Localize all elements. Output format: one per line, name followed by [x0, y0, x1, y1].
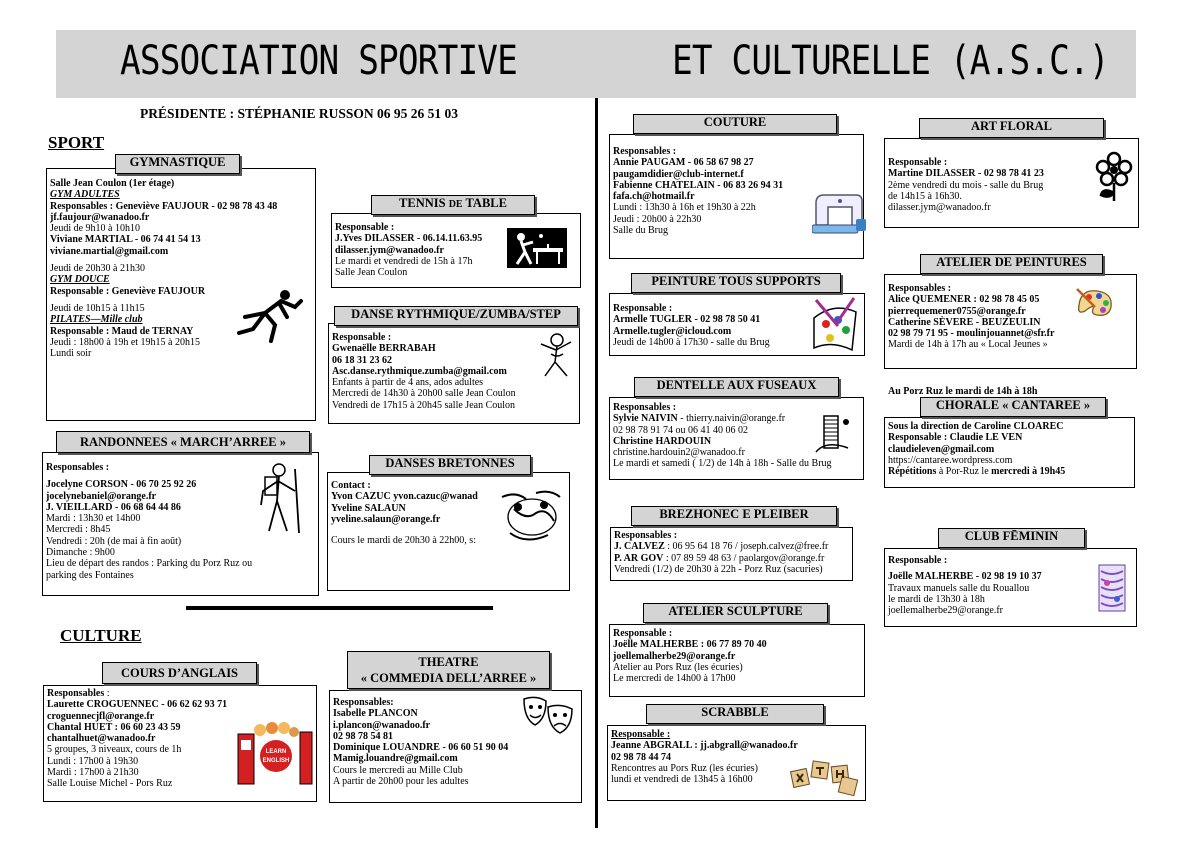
- dentelle-line: Le mardi et samedi ( 1/2) de 14h à 18h - Salle du Brug: [613, 458, 832, 470]
- gym-line: GYM DOUCE: [50, 274, 110, 286]
- feminin-line: le mardi de 13h30 à 18h: [888, 593, 985, 605]
- gym-line: Jeudi : 18h00 à 19h et 19h15 à 20h15: [50, 336, 200, 348]
- couture-line: Jeudi : 20h00 à 22h30: [613, 213, 702, 225]
- rando-line: Lieu de départ des randos : Parking du Porz Ruz ou: [46, 558, 253, 570]
- gym-label: GYMNASTIQUE: [115, 154, 240, 174]
- danse-line: Responsable :: [332, 332, 392, 343]
- floral-line: dilasser.jym@wanadoo.fr: [888, 202, 991, 214]
- craft-icon: [1097, 563, 1127, 613]
- dentelle-line: christine.hardouin2@wanadoo.fr: [613, 447, 745, 459]
- rando-line: Dimanche : 9h00: [46, 547, 115, 559]
- theatre-line: A partir de 20h00 pour les adultes: [333, 776, 469, 788]
- gym-line: GYM ADULTES: [50, 189, 120, 201]
- floral-line: de 14h15 à 16h30.: [888, 190, 962, 202]
- feminin-label: CLUB FĒMININ: [938, 528, 1085, 548]
- dentelle-line: 02 98 78 91 74 ou 06 41 40 06 02: [613, 424, 748, 436]
- couture-line: paugamdidier@club-internet.f: [613, 168, 744, 180]
- feminin-line: Joëlle MALHERBE - 02 98 19 10 37: [888, 571, 1042, 583]
- title-left: ASSOCIATION SPORTIVE: [120, 38, 518, 84]
- gym-box: [46, 168, 316, 421]
- center-divider: [595, 98, 598, 828]
- gym-line: Salle Jean Coulon (1er étage): [50, 178, 175, 189]
- tennis-line: J.Yves DILASSER - 06.14.11.63.95: [335, 233, 483, 245]
- peinture-line: Responsable :: [613, 303, 673, 314]
- bretonnes-line: Yvon CAZUC yvon.cazuc@wanad: [331, 491, 478, 503]
- anglais-line: chantalhuet@wanadoo.fr: [47, 733, 156, 745]
- theatre-line: Isabelle PLANCON: [333, 708, 418, 720]
- atelier-peintures-label: ATELIER DE PEINTURES: [920, 254, 1103, 274]
- sculpture-line: Atelier au Pors Ruz (les écuries): [613, 661, 743, 673]
- header-banner: [56, 30, 1136, 98]
- feminin-line: Responsable :: [888, 555, 948, 566]
- anglais-line: Laurette CROGUENNEC - 06 62 62 93 71: [47, 699, 228, 711]
- danse-line: Enfants à partir de 4 ans, ados adultes: [332, 377, 484, 389]
- danse-line: Vendredi de 17h15 à 20h45 salle Jean Coulon: [332, 399, 516, 411]
- atelier-peintures-line: Alice QUEMENER : 02 98 78 45 05: [888, 294, 1040, 306]
- brezhonec-line: P. AR GOV: [614, 552, 664, 564]
- gym-line: jf.faujour@wanadoo.fr: [50, 211, 150, 223]
- gym-line: viviane.martial@gmail.com: [50, 245, 169, 257]
- dentelle-line: Sylvie NAIVIN: [613, 413, 678, 425]
- scrabble-line: Responsable :: [611, 729, 671, 740]
- anglais-line: Responsables: [47, 688, 105, 699]
- president-line: PRÉSIDENTE : STÉPHANIE RUSSON 06 95 26 51 03: [140, 106, 459, 121]
- dentelle-line: Responsables :: [613, 402, 677, 413]
- theatre-line: Cours le mercredi au Mille Club: [333, 764, 463, 776]
- rando-line: Mercredi : 8h45: [46, 524, 111, 536]
- bretonnes-line: Cours le mardi de 20h30 à 22h00, s:: [331, 535, 476, 547]
- rando-label: RANDONNEES « MARCH’ARREE »: [56, 431, 310, 453]
- tennis-line: dilasser.jym@wanadoo.fr: [335, 244, 444, 256]
- section-divider: [186, 606, 493, 610]
- theatre-line: Mamig.louandre@gmail.com: [333, 753, 458, 765]
- floral-line: Martine DILASSER - 02 98 78 41 23: [888, 168, 1044, 180]
- tennis-line: Responsable :: [335, 222, 395, 233]
- peinture-label: PEINTURE TOUS SUPPORTS: [631, 273, 841, 293]
- dancer-icon: [537, 332, 575, 380]
- brezhonec-label: BREZHONEC E PLEIBER: [631, 506, 837, 526]
- couture-line: fafa.ch@hotmail.fr: [613, 191, 695, 203]
- floral-line: Responsable :: [888, 157, 948, 168]
- brezhonec-box: Responsables : J. CALVEZ : 06 95 64 18 76 / joseph.calvez@free.fr P. AR GOV : 07 89 59 48 63 / paolargov@orange.fr Vendredi (1/2) de 20h30 à 22h - Porz Ruz (sacuries): [610, 527, 853, 581]
- peinture-line: Armelle.tugler@icloud.com: [613, 325, 732, 337]
- couture-line: Responsables :: [613, 146, 677, 157]
- atelier-peintures-line: Catherine SÈVERE - BEUZEULIN: [888, 316, 1041, 328]
- bretonnes-label: DANSES BRETONNES: [369, 455, 531, 475]
- tennis-label: TENNIS DE TABLE: [371, 195, 535, 215]
- dentelle-line: Christine HARDOUIN: [613, 435, 712, 447]
- icon-text-english: ENGLISH: [262, 758, 290, 764]
- theatre-label-line1: THEATRE: [418, 655, 479, 669]
- peinture-line: Armelle TUGLER - 02 98 78 50 41: [613, 314, 761, 326]
- gym-line: PILATES—Mille club: [50, 314, 143, 326]
- dentelle-box: Responsables : Sylvie NAIVIN - thierry.naivin@orange.fr 02 98 78 91 74 ou 06 41 40 06 02 Christine HARDOUIN christine.hardouin2@wanadoo.fr Le mardi et samedi ( 1/2) de 14h à 18h - Salle du Brug: [609, 397, 864, 480]
- theatre-label: [347, 651, 550, 689]
- gym-line: Jeudi de 20h30 à 21h30: [50, 263, 145, 275]
- theatre-line: Dominique LOUANDRE - 06 60 51 90 04: [333, 742, 509, 754]
- anglais-line: croguennecjfl@orange.fr: [47, 710, 155, 722]
- sculpture-box: [609, 624, 865, 697]
- gym-line: Jeudi de 9h10 à 10h10: [50, 223, 140, 235]
- anglais-line: Lundi : 17h00 à 19h30: [47, 755, 139, 767]
- table-tennis-icon: [507, 228, 567, 268]
- chorale-line: https://cantaree.wordpress.com: [888, 454, 1013, 466]
- chorale-line: Responsable : Claudie LE VEN: [888, 432, 1023, 444]
- section-sport: SPORT: [48, 133, 105, 152]
- couture-line: Annie PAUGAM - 06 58 67 98 27: [613, 157, 754, 169]
- rando-line: Jocelyne CORSON - 06 70 25 92 26: [46, 479, 197, 491]
- floral-label: ART FLORAL: [919, 118, 1104, 138]
- feminin-line: Travaux manuels salle du Rouallou: [888, 582, 1030, 594]
- scrabble-line: Rencontres au Pors Ruz (les écuries): [611, 762, 758, 774]
- danse-box: [328, 323, 580, 424]
- danse-line: Mercredi de 14h30 à 20h00 salle Jean Coulon: [332, 388, 516, 400]
- anglais-label: COURS D’ANGLAIS: [102, 662, 257, 684]
- scrabble-line: 02 98 78 44 74: [611, 751, 671, 763]
- atelier-peintures-line: Responsables :: [888, 283, 952, 294]
- anglais-line: 5 groupes, 3 niveaux, cours de 1h: [47, 744, 182, 756]
- hiker-icon: [255, 461, 313, 535]
- tennis-box: [331, 213, 581, 288]
- floral-line: 2ème vendredi du mois - salle du Brug: [888, 179, 1044, 191]
- atelier-peintures-line: Mardi de 14h à 17h au « Local Jeunes »: [888, 339, 1048, 351]
- bretonnes-line: Yveline SALAUN: [331, 502, 406, 514]
- scrabble-tiles-icon: [790, 760, 860, 798]
- feminin-box: [884, 548, 1137, 627]
- anglais-box: Responsables : Laurette CROGUENNEC - 06 62 62 93 71 croguennecjfl@orange.fr Chantal HUET : 06 60 23 43 59 chantalhuet@wanadoo.fr 5 groupes, 3 niveaux, cours de 1h Lundi : 17h00 à 19h30 Mardi : 17h00 à 21h30 Salle Louise Michel - Pors Ruz LEARN ENGLISH: [43, 685, 317, 802]
- gym-line: Responsable : Maud de TERNAY: [50, 325, 194, 337]
- theatre-line: 02 98 78 54 81: [333, 730, 393, 742]
- brezhonec-line: Vendredi (1/2) de 20h30 à 22h - Porz Ruz (sacuries): [614, 563, 823, 575]
- chorale-line: Répétitions: [888, 466, 937, 478]
- danse-line: Asc.danse.rythmique.zumba@gmail.com: [332, 365, 507, 377]
- couture-line: Fabienne CHATELAIN - 06 83 26 94 31: [613, 179, 784, 191]
- lace-bobbin-icon: [812, 412, 852, 456]
- anglais-line: Salle Louise Michel - Pors Ruz: [47, 778, 173, 790]
- section-culture: CULTURE: [60, 626, 142, 645]
- title-right: ET CULTURELLE (A.S.C.): [672, 38, 1109, 84]
- danse-line: Gwenaëlle BERRABAH: [332, 343, 436, 355]
- anglais-line: Chantal HUET : 06 60 23 43 59: [47, 721, 181, 733]
- phone-booth-icon: [236, 720, 314, 786]
- feminin-line: joellemalherbe29@orange.fr: [888, 605, 1003, 617]
- palette-icon: [1075, 287, 1115, 321]
- chorale-line: claudieleven@gmail.com: [888, 443, 995, 455]
- scrabble-label: SCRABBLE: [646, 704, 824, 724]
- rando-line: jocelynebaniel@orange.fr: [46, 490, 157, 502]
- theatre-masks-icon: [522, 695, 574, 737]
- chorale-label: CHORALE « CANTAREE »: [920, 397, 1106, 417]
- tennis-line: Le mardi et vendredi de 15h à 17h: [335, 255, 473, 267]
- peinture-line: Jeudi de 14h00 à 17h30 - salle du Brug: [613, 336, 770, 348]
- breton-dancers-icon: [496, 487, 566, 547]
- brezhonec-line: J. CALVEZ: [614, 541, 665, 553]
- sculpture-line: Joëlle MALHERBE : 06 77 89 70 40: [613, 639, 767, 651]
- couture-box: [609, 134, 864, 259]
- rando-line: Vendredi : 20h (de mai à fin août): [46, 535, 182, 547]
- sculpture-line: Responsable :: [613, 628, 673, 639]
- atelier-peintures-line: pierrequemener0755@orange.fr: [888, 305, 1026, 317]
- bretonnes-line: yveline.salaun@orange.fr: [331, 513, 441, 525]
- sculpture-line: Le mercredi de 14h00 à 17h00: [613, 673, 736, 685]
- scrabble-box: [607, 725, 866, 801]
- rando-line: Mardi : 13h30 et 14h00: [46, 513, 141, 525]
- theatre-box: [329, 690, 582, 803]
- brezhonec-line: Responsables :: [614, 530, 678, 541]
- sculpture-line: joellemalherbe29@orange.fr: [613, 650, 736, 662]
- rando-line: J. VIEILLARD - 06 68 64 44 86: [46, 501, 181, 513]
- sewing-machine-icon: [812, 189, 868, 235]
- atelier-peintures-line: 02 98 79 71 95 - moulinjouannet@sfr.fr: [888, 328, 1055, 340]
- chorale-box: Sous la direction de Caroline CLOAREC Responsable : Claudie LE VEN claudieleven@gmail.com https://cantaree.wordpress.com Répétitions à Por-Ruz le mercredi à 19h45: [884, 417, 1135, 488]
- atelier-peintures-box: [884, 274, 1137, 369]
- danse-label: DANSE RYTHMIQUE/ZUMBA/STEP: [334, 306, 578, 326]
- chorale-line: Sous la direction de Caroline CLOAREC: [888, 421, 1064, 432]
- anglais-line: Mardi : 17h00 à 21h30: [47, 767, 139, 779]
- tennis-line: Salle Jean Coulon: [335, 267, 408, 279]
- icon-text-learn: LEARN: [265, 749, 287, 755]
- gym-line: Jeudi de 10h15 à 11h15: [50, 302, 145, 314]
- rando-box: [42, 452, 319, 596]
- dentelle-label: DENTELLE AUX FUSEAUX: [634, 377, 839, 397]
- gym-line: Responsables : Geneviève FAUJOUR - 02 98 78 43 48: [50, 200, 278, 212]
- scrabble-line: Jeanne ABGRALL : jj.abgrall@wanadoo.fr: [611, 740, 798, 752]
- sculpture-label: ATELIER SCULPTURE: [643, 603, 828, 623]
- gym-line: Responsable : Geneviève FAUJOUR: [50, 285, 206, 297]
- danse-line: 06 18 31 23 62: [332, 354, 392, 366]
- bretonnes-line: Contact :: [331, 480, 371, 491]
- theatre-line: Responsables:: [333, 697, 394, 708]
- scrabble-line: lundi et vendredi de 13h45 à 16h00: [611, 774, 753, 786]
- gym-line: Viviane MARTIAL - 06 74 41 54 13: [50, 234, 201, 246]
- flower-icon: [1095, 151, 1133, 203]
- bretonnes-box: [327, 472, 570, 591]
- floral-box: [884, 138, 1139, 228]
- rando-line: Responsables :: [46, 462, 110, 473]
- rando-line: parking des Fontaines: [46, 569, 134, 581]
- atelier-peintures-overlap-line: Au Porz Ruz le mardi de 14h à 18h: [888, 386, 1038, 397]
- peinture-box: [609, 293, 865, 356]
- runner-icon: [235, 287, 305, 343]
- theatre-line: i.plancon@wanadoo.fr: [333, 719, 431, 731]
- couture-line: Lundi : 13h30 à 16h et 19h30 à 22h: [613, 202, 756, 214]
- gym-line: Lundi soir: [50, 348, 92, 360]
- paint-palette-icon: [808, 296, 862, 354]
- theatre-label-line2: « COMMEDIA DELL’ARREE »: [360, 670, 537, 685]
- couture-label: COUTURE: [633, 114, 837, 134]
- couture-line: Salle du Brug: [613, 225, 668, 237]
